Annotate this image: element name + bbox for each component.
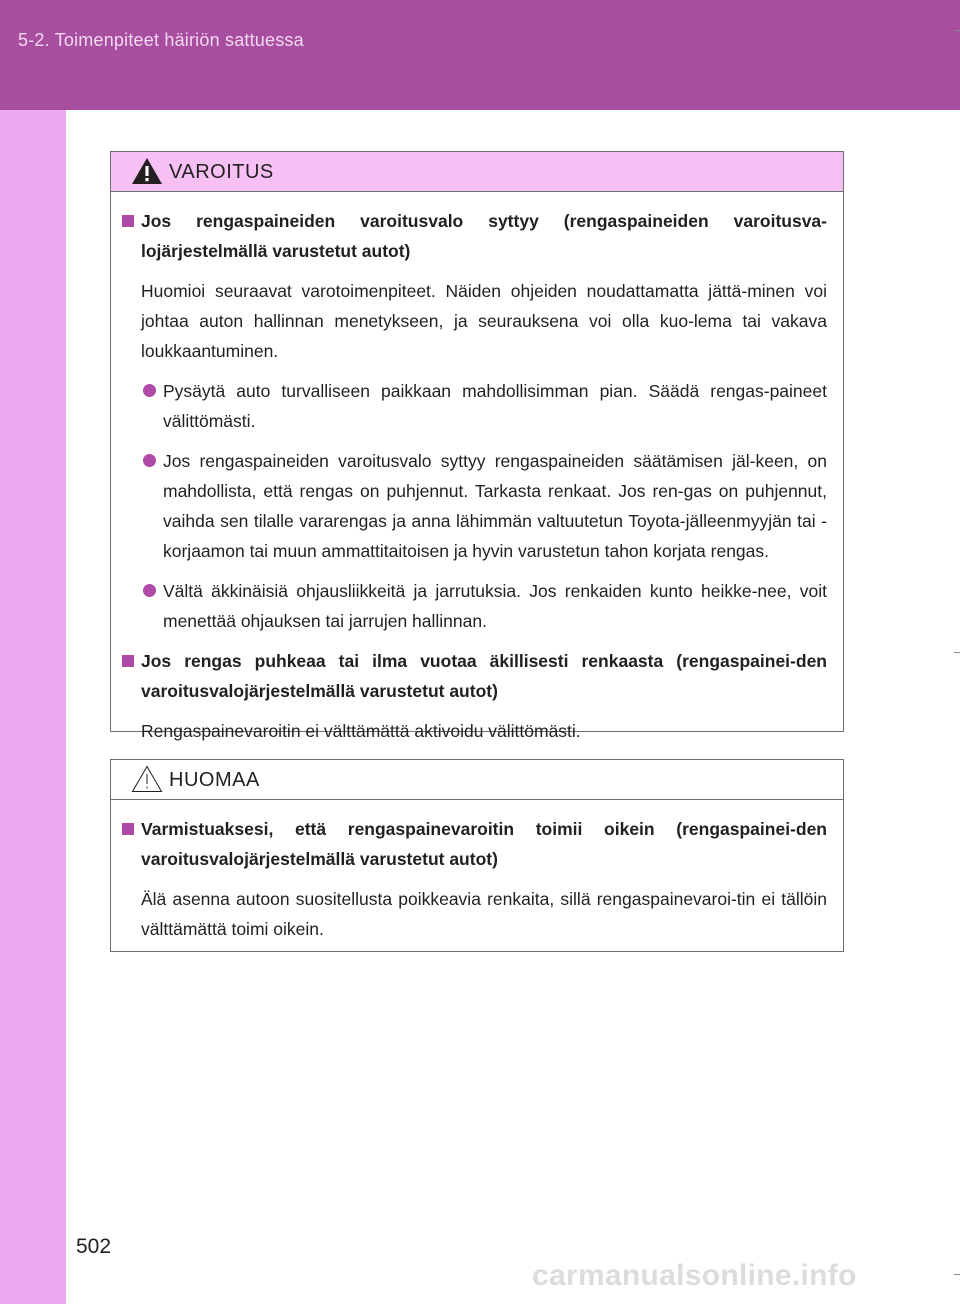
crop-mark [954, 1274, 960, 1275]
caution-paragraph: Älä asenna autoon suositellusta poikkeavia renkaita, sillä rengaspainevaroi-tin ei tällöin välttämättä toimi oikein. [141, 889, 827, 939]
caution-header [111, 760, 843, 800]
page-number: 502 [76, 1235, 112, 1258]
warning-title: VAROITUS [169, 161, 274, 183]
warning-box [110, 151, 844, 741]
warning-heading: Jos rengaspaineiden varoitusvalo syttyy (rengaspaineiden varoitusva-lojärjestelmällä varustetut autot) [119, 206, 827, 266]
warning-bullet-item: Vältä äkkinäisiä ohjausliikkeitä ja jarrutuksia. Jos renkaiden kunto heikke-nee, voit menettää ohjauksen tai jarrujen hallinnan. [119, 576, 827, 636]
caution-heading: Varmistuaksesi, että rengaspainevaroitin toimii oikein (rengaspainei-den varoitusvalojärjestelmällä varustetut autot) [119, 814, 827, 874]
warning-body [111, 192, 843, 746]
warning-bullet-item: Jos rengaspaineiden varoitusvalo syttyy rengaspaineiden säätämisen jäl-keen, on mahdollista, että rengas on puhjennut. Tarkasta renkaat. Jos ren-gas on puhjennut, vaihda sen tilalle vararengas ja anna lähimmän valtuutetun Toyota-jälleenmyyjän tai -korjaamon tai muun ammattitaitoisen ja hyvin varustetun tahon korjata rengas. [119, 446, 827, 566]
round-bullet-icon [143, 384, 156, 397]
side-band [0, 110, 66, 1304]
section-title: 5-2. Toimenpiteet häiriön sattuessa [18, 30, 304, 50]
caution-title: HUOMAA [169, 769, 260, 791]
round-bullet-icon [143, 584, 156, 597]
square-bullet-icon [122, 823, 134, 835]
crop-mark [954, 30, 960, 31]
caution-triangle-icon [131, 765, 163, 793]
round-bullet-icon [143, 454, 156, 467]
square-bullet-icon [122, 215, 134, 227]
square-bullet-icon [122, 655, 134, 667]
warning-paragraph: Huomioi seuraavat varotoimenpiteet. Näiden ohjeiden noudattamatta jättä-minen voi johtaa auton hallinnan menetykseen, ja seurauksena voi olla kuo-lema tai vakava loukkaantuminen. [141, 281, 827, 361]
caution-box [110, 759, 844, 952]
warning-heading: Jos rengas puhkeaa tai ilma vuotaa äkillisesti renkaasta (rengaspainei-den varoitusvalojärjestelmällä varustetut autot) [119, 646, 827, 706]
header-band [0, 0, 960, 110]
warning-triangle-icon [131, 157, 163, 185]
caution-body [111, 800, 843, 944]
crop-mark [954, 652, 960, 653]
warning-paragraph: Rengaspainevaroitin ei välttämättä aktivoidu välittömästi. [141, 721, 581, 741]
watermark: carmanualsonline.info [532, 1259, 857, 1292]
warning-bullet-item: Pysäytä auto turvalliseen paikkaan mahdollisimman pian. Säädä rengas-paineet välittömästi. [119, 376, 827, 436]
warning-header [111, 152, 843, 192]
